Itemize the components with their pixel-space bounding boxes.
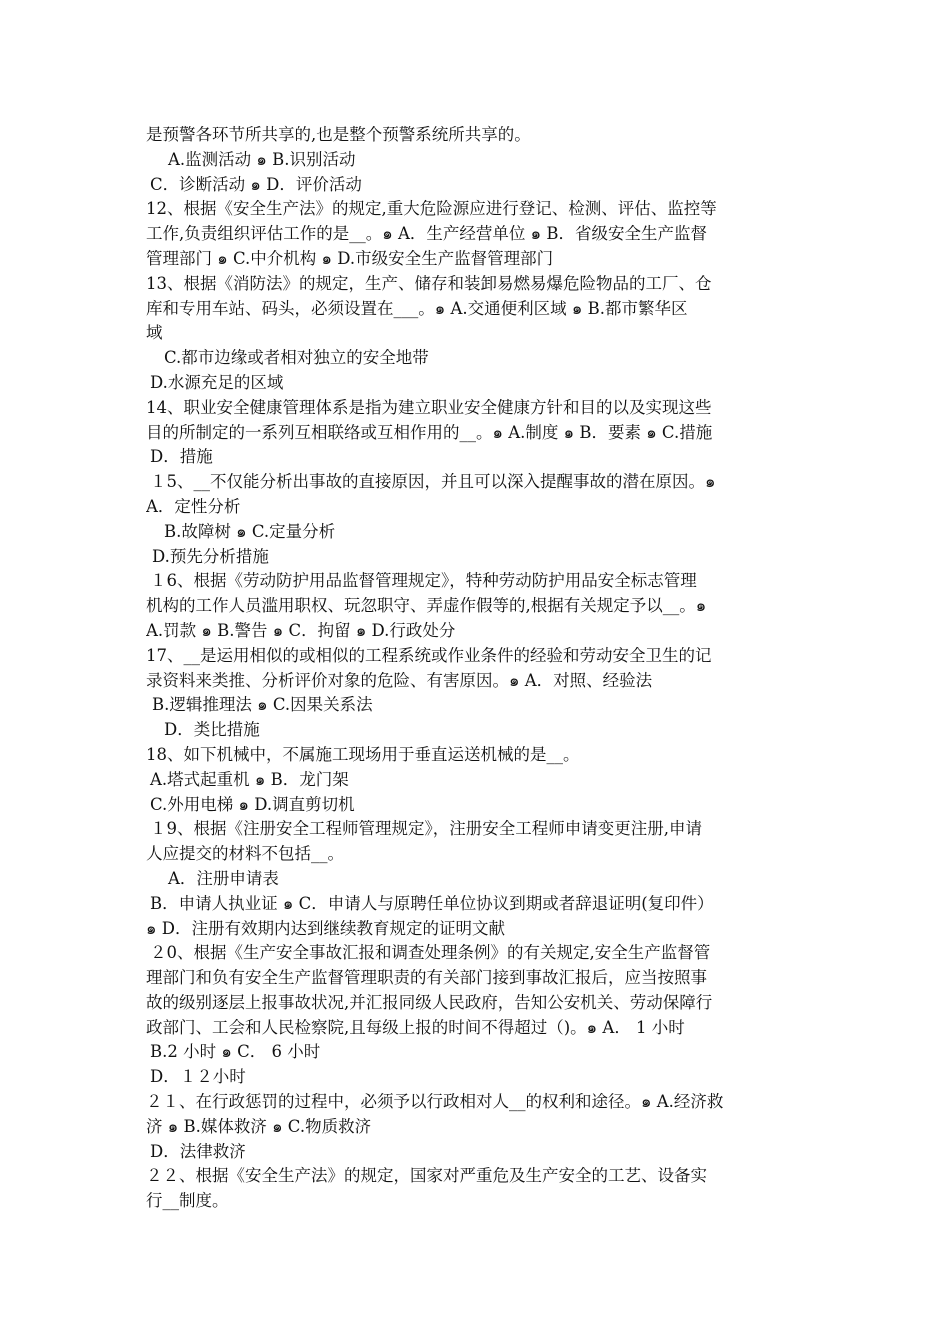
text-line: B.故障树 ๑ C.定量分析 [164,521,336,541]
text-line: A．定性分析 [146,496,241,516]
text-line: 政部门、工会和人民检察院,且每级上报的时间不得超过（)。๑ A． 1 小时 [146,1017,685,1037]
document-body [146,123,814,1214]
text-line: ๑ D．注册有效期内达到继续教育规定的证明文献 [146,918,505,938]
text-line: 录资料来类推、分析评价对象的危险、有害原因。๑ A．对照、经验法 [146,670,653,690]
text-line: A．注册申请表 [168,868,279,888]
text-line: 机构的工作人员滥用职权、玩忽职守、弄虚作假等的,根据有关规定予以__。๑ [146,596,707,616]
text-line: 行__制度。 [146,1191,229,1211]
text-line: B.逻辑推理法 ๑ C.因果关系法 [152,695,373,715]
text-line: C．诊断活动 ๑ D．评价活动 [150,174,362,194]
text-line: １6、根据《劳动防护用品监督管理规定》，特种劳动防护用品安全标志管理 [150,571,697,591]
text-line: 14、职业安全健康管理体系是指为建立职业安全健康方针和目的以及实现这些 [146,397,712,417]
text-line: D.水源充足的区域 [150,372,284,392]
text-line: ２0、根据《生产安全事故汇报和调查处理条例》的有关规定,安全生产监督管 [150,943,711,963]
text-line: ２１、在行政惩罚的过程中，必须予以行政相对人__的权利和途径。๑ A.经济救 [146,1092,724,1112]
text-line: B.2 小时 ๑ C． 6 小时 [150,1042,321,1062]
text-line: 13、根据《消防法》的规定，生产、储存和装卸易燃易爆危险物品的工厂、仓 [146,273,712,293]
text-line: 理部门和负有安全生产监督管理职责的有关部门接到事故汇报后，应当按照事 [146,968,707,988]
text-line: D．１２小时 [150,1067,246,1087]
text-line: D．法律救济 [150,1141,246,1161]
text-line: 目的所制定的一系列互相联络或互相作用的__。๑ A.制度 ๑ B．要素 ๑ C.措施 [146,422,713,442]
text-line: 是预警各环节所共享的,也是整个预警系统所共享的。 [146,125,531,144]
text-line: 12、根据《安全生产法》的规定,重大危险源应进行登记、检测、评估、监控等 [146,199,717,219]
text-line: 工作,负责组织评估工作的是__。๑ A．生产经营单位 ๑ B．省级安全生产监督 [146,224,707,244]
text-line: １9、根据《注册安全工程师管理规定》，注册安全工程师申请变更注册,申请 [150,819,702,839]
text-line: A.罚款 ๑ B.警告 ๑ C．拘留 ๑ D.行政处分 [146,620,456,640]
text-line: 17、__是运用相似的或相似的工程系统或作业条件的经验和劳动安全卫生的记 [146,645,712,665]
text-line: 人应提交的材料不包括__。 [146,844,344,864]
text-line: C.外用电梯 ๑ D.调直剪切机 [150,794,355,814]
text-line: D．措施 [150,447,213,467]
text-line: 域 [146,323,163,343]
text-line: ２２、根据《安全生产法》的规定，国家对严重危及生产安全的工艺、设备实 [146,1166,707,1186]
text-line: １5、__不仅能分析出事故的直接原因，并且可以深入提醒事故的潜在原因。๑ [150,472,716,492]
text-line: B．申请人执业证 ๑ C．申请人与原聘任单位协议到期或者辞退证明(复印件） [150,893,714,913]
text-line: 管理部门 ๑ C.中介机构 ๑ D.市级安全生产监督管理部门 [146,248,554,268]
text-line: D.预先分析措施 [152,546,269,566]
text-line: 库和专用车站、码头，必须设置在___。๑ A.交通便利区域 ๑ B.都市繁华区 [146,298,688,318]
text-line: 18、如下机械中，不属施工现场用于垂直运送机械的是__。 [146,744,580,764]
text-line: D．类比措施 [164,720,260,740]
text-line: A.塔式起重机 ๑ B．龙门架 [150,769,349,789]
text-line: C.都市边缘或者相对独立的安全地带 [164,348,429,368]
text-line: 故的级别逐层上报事故状况,并汇报同级人民政府，告知公安机关、劳动保障行 [146,992,713,1012]
text-line: A.监测活动 ๑ B.识别活动 [168,149,356,169]
text-line: 济 ๑ B.媒体救济 ๑ C.物质救济 [146,1116,372,1136]
